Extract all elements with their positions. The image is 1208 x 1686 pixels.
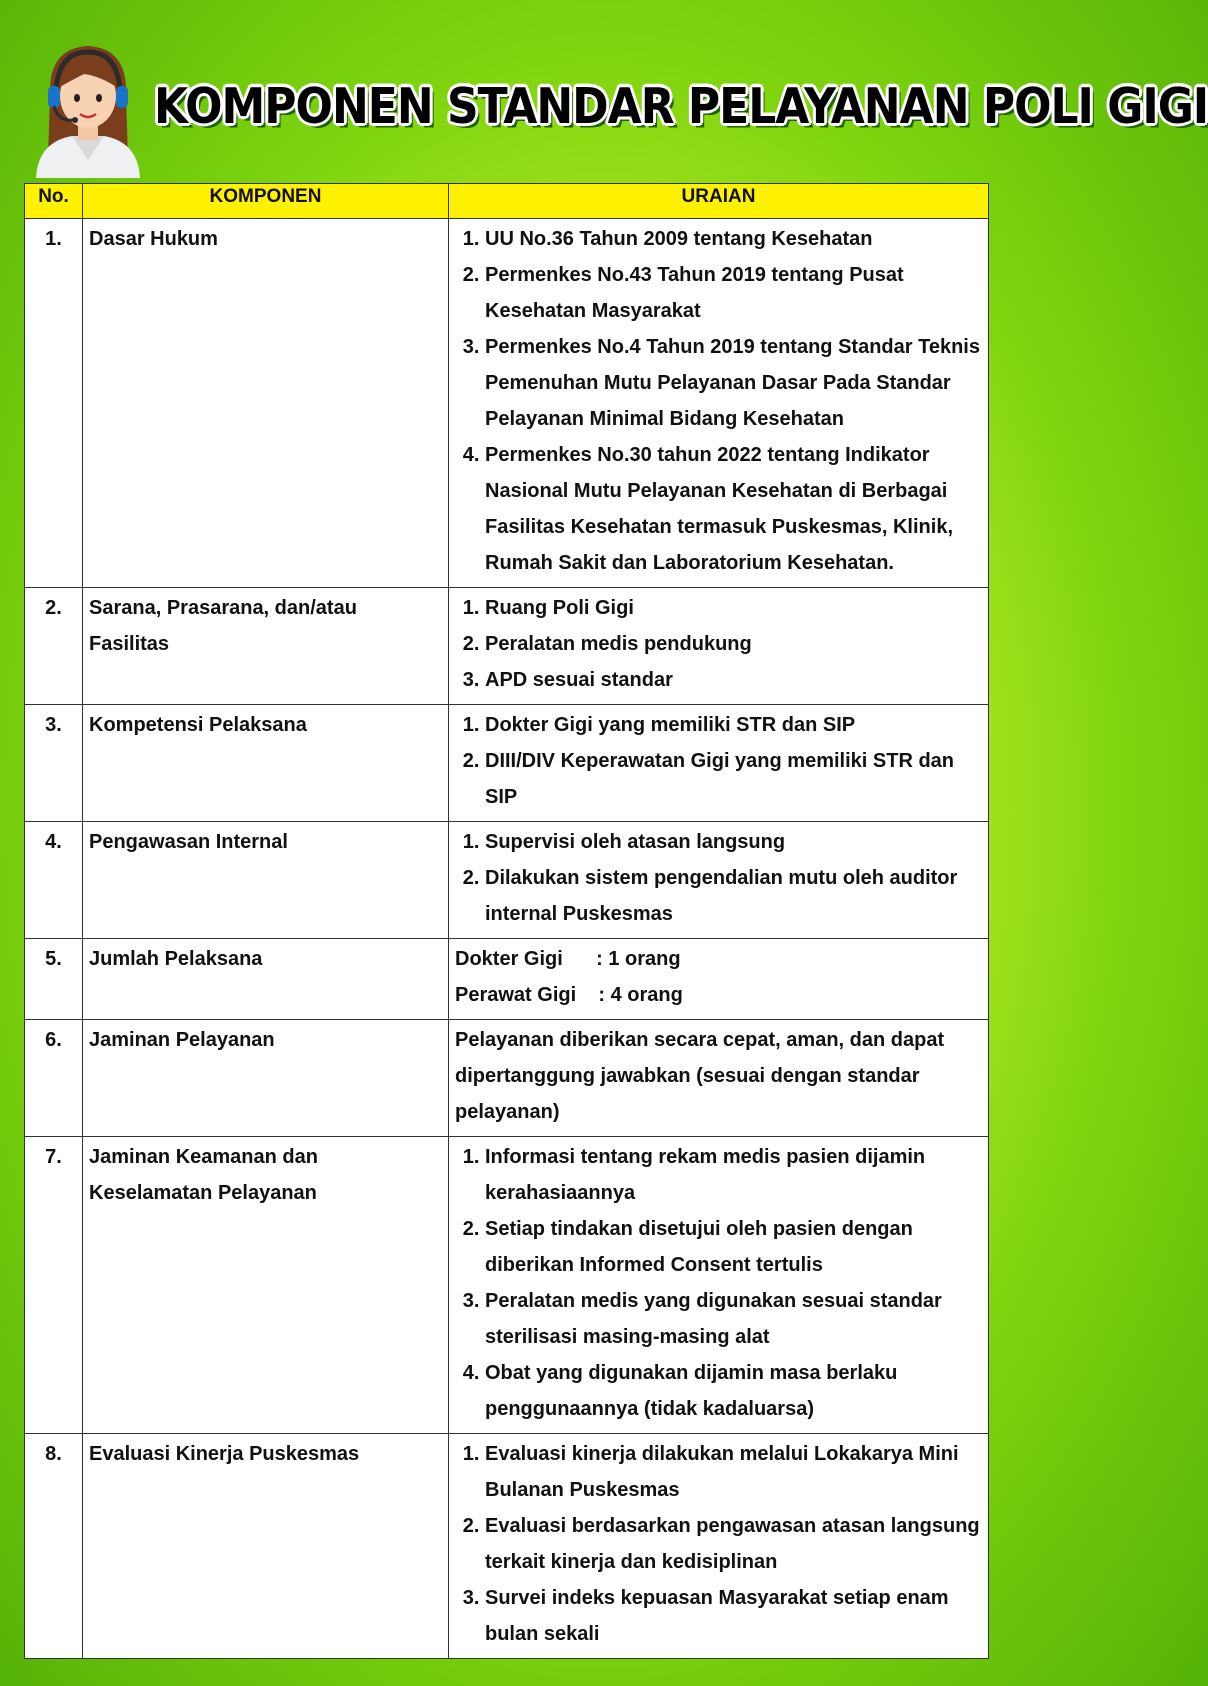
- row-number: 3.: [25, 705, 83, 822]
- list-item: 1. UU No.36 Tahun 2009 tentang Kesehatan: [485, 221, 982, 257]
- row-number: 8.: [25, 1434, 83, 1659]
- row-number: 1.: [25, 219, 83, 588]
- table-row: [25, 822, 989, 939]
- table-row: [25, 588, 989, 705]
- table-row: [25, 939, 989, 1020]
- uraian-list: [455, 221, 982, 581]
- row-uraian: [449, 822, 989, 939]
- uraian-list: [455, 1139, 982, 1427]
- list-item: 2. Setiap tindakan disetujui oleh pasien dengan diberikan Informed Consent tertulis: [485, 1211, 982, 1283]
- row-uraian: [449, 1137, 989, 1434]
- row-komponen: Kompetensi Pelaksana: [83, 705, 449, 822]
- list-item: 3. APD sesuai standar: [485, 662, 982, 698]
- table-row: [25, 1020, 989, 1137]
- uraian-list: [455, 707, 982, 815]
- row-uraian-text: Pelayanan diberikan secara cepat, aman, dan dapat dipertanggung jawabkan (sesuai dengan standar pelayanan): [449, 1020, 989, 1137]
- row-number: 5.: [25, 939, 83, 1020]
- row-uraian: [449, 939, 989, 1020]
- row-komponen: Jumlah Pelaksana: [83, 939, 449, 1020]
- row-number: 6.: [25, 1020, 83, 1137]
- staff-count-dokter: Dokter Gigi : 1 orang: [455, 948, 681, 970]
- row-komponen: Sarana, Prasarana, dan/atau Fasilitas: [83, 588, 449, 705]
- table-row: [25, 705, 989, 822]
- page-title: KOMPONEN STANDAR PELAYANAN POLI GIGI: [154, 78, 1208, 136]
- staff-count-perawat: Perawat Gigi : 4 orang: [455, 984, 683, 1006]
- uraian-list: [455, 1436, 982, 1652]
- list-item: 4. Permenkes No.30 tahun 2022 tentang Indikator Nasional Mutu Pelayanan Kesehatan di Berbagai Fasilitas Kesehatan termasuk Puskesmas, Klinik, Rumah Sakit dan Laboratorium Kesehatan.: [485, 437, 982, 581]
- list-item: 1. Dokter Gigi yang memiliki STR dan SIP: [485, 707, 982, 743]
- list-item: 4. Obat yang digunakan dijamin masa berlaku penggunaannya (tidak kadaluarsa): [485, 1355, 982, 1427]
- row-uraian: [449, 219, 989, 588]
- list-item: 3. Peralatan medis yang digunakan sesuai standar sterilisasi masing-masing alat: [485, 1283, 982, 1355]
- row-komponen: Evaluasi Kinerja Puskesmas: [83, 1434, 449, 1659]
- list-item: 1. Ruang Poli Gigi: [485, 590, 982, 626]
- header: [0, 0, 1208, 180]
- row-komponen: Pengawasan Internal: [83, 822, 449, 939]
- row-number: 7.: [25, 1137, 83, 1434]
- row-uraian: [449, 705, 989, 822]
- header-uraian: URAIAN: [449, 184, 989, 219]
- table-header-row: [25, 184, 989, 219]
- row-komponen: Dasar Hukum: [83, 219, 449, 588]
- list-item: 1. Supervisi oleh atasan langsung: [485, 824, 982, 860]
- header-komponen: KOMPONEN: [83, 184, 449, 219]
- row-number: 4.: [25, 822, 83, 939]
- table-row: [25, 219, 989, 588]
- list-item: 3. Permenkes No.4 Tahun 2019 tentang Standar Teknis Pemenuhan Mutu Pelayanan Dasar Pada Standar Pelayanan Minimal Bidang Kesehatan: [485, 329, 982, 437]
- row-uraian: [449, 588, 989, 705]
- table-row: [25, 1137, 989, 1434]
- header-no: No.: [25, 184, 83, 219]
- list-item: 2. Permenkes No.43 Tahun 2019 tentang Pusat Kesehatan Masyarakat: [485, 257, 982, 329]
- list-item: 2. Peralatan medis pendukung: [485, 626, 982, 662]
- standard-table: [24, 183, 989, 1659]
- table-row: [25, 1434, 989, 1659]
- list-item: 1. Evaluasi kinerja dilakukan melalui Lokakarya Mini Bulanan Puskesmas: [485, 1436, 982, 1508]
- customer-service-avatar-icon: [28, 38, 148, 178]
- row-komponen: Jaminan Keamanan dan Keselamatan Pelayanan: [83, 1137, 449, 1434]
- row-komponen: Jaminan Pelayanan: [83, 1020, 449, 1137]
- uraian-list: [455, 824, 982, 932]
- row-number: 2.: [25, 588, 83, 705]
- row-uraian: [449, 1434, 989, 1659]
- list-item: 2. Dilakukan sistem pengendalian mutu oleh auditor internal Puskesmas: [485, 860, 982, 932]
- list-item: 2. Evaluasi berdasarkan pengawasan atasan langsung terkait kinerja dan kedisiplinan: [485, 1508, 982, 1580]
- list-item: 3. Survei indeks kepuasan Masyarakat setiap enam bulan sekali: [485, 1580, 982, 1652]
- uraian-list: [455, 590, 982, 698]
- list-item: 1. Informasi tentang rekam medis pasien dijamin kerahasiaannya: [485, 1139, 982, 1211]
- list-item: 2. DIII/DIV Keperawatan Gigi yang memiliki STR dan SIP: [485, 743, 982, 815]
